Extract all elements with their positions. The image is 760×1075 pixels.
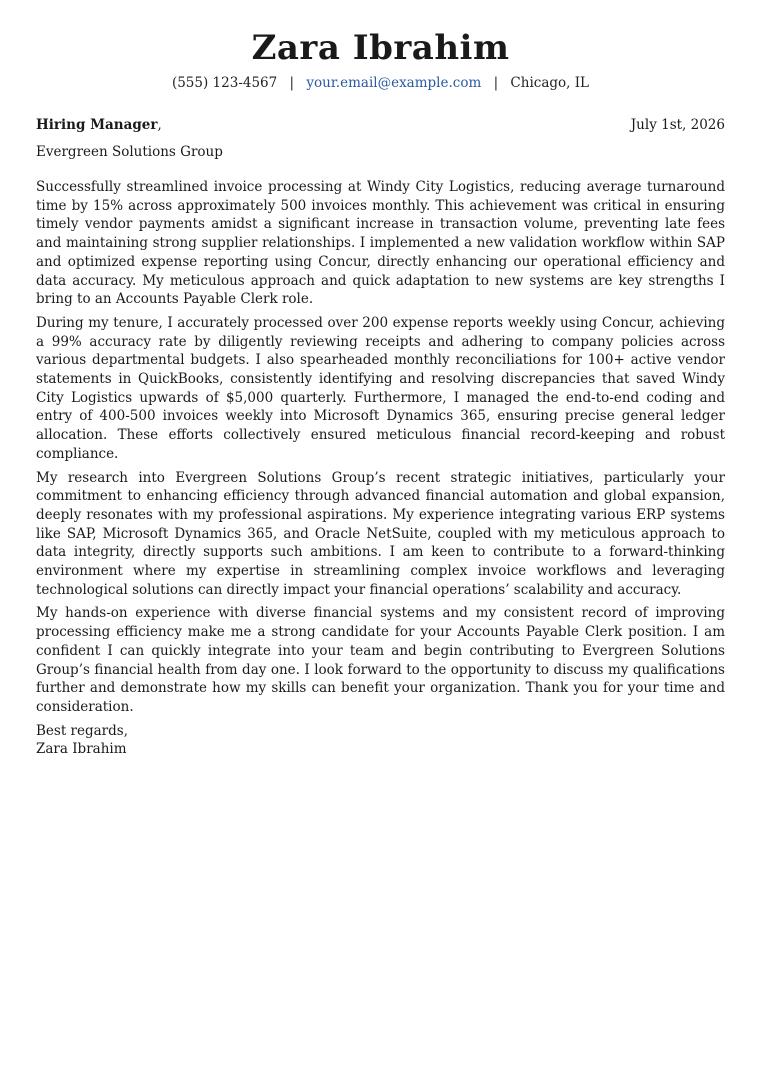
separator: | xyxy=(493,75,499,91)
company-name: Evergreen Solutions Group xyxy=(36,144,223,160)
cover-letter-page xyxy=(36,28,725,759)
applicant-name: Zara Ibrahim xyxy=(251,28,510,68)
letter-body xyxy=(36,178,725,717)
recipient: Hiring Manager xyxy=(36,117,158,133)
closing-block xyxy=(36,722,725,759)
paragraph: My hands-on experience with diverse financial systems and my consistent record of improving processing efficiency make me a strong candidate for your Accounts Payable Clerk position. I am confident I can quickly integrate into your team and begin contributing to Evergreen Solutions Group’s financial health from day one. I look forward to the opportunity to discuss my qualifications further and demonstrate how my skills can benefit your organization. Thank you for your time and consideration. xyxy=(36,605,725,715)
contact-line xyxy=(36,73,725,93)
paragraph: Successfully streamlined invoice processing at Windy City Logistics, reducing average turnaround time by 15% across approximately 500 invoices monthly. This achievement was critical in ensuring timely vendor payments amidst a significant increase in transaction volume, preventing late fees and maintaining strong supplier relationships. I implemented a new validation workflow within SAP and optimized expense reporting using Concur, directly enhancing our operational efficiency and data accuracy. My meticulous approach and quick adaptation to new systems are key strengths I bring to an Accounts Payable Clerk role. xyxy=(36,179,725,308)
phone-number: (555) 123-4567 xyxy=(171,75,278,91)
signature: Zara Ibrahim xyxy=(36,741,127,758)
separator: | xyxy=(289,75,295,91)
paragraph: During my tenure, I accurately processed over 200 expense reports weekly using Concur, achieving a 99% accuracy rate by diligently reviewing receipts and adhering to company policies across various departmental budgets. I also spearheaded monthly reconciliations for 100+ active vendor statements in QuickBooks, consistently identifying and resolving discrepancies that saved Windy City Logistics upwards of $5,000 quarterly. Furthermore, I managed the end-to-end coding and entry of 400-500 invoices weekly into Microsoft Dynamics 365, ensuring precise general ledger allocation. These efforts collectively ensured meticulous financial record-keeping and robust compliance. xyxy=(36,314,725,462)
paragraph: My research into Evergreen Solutions Group’s recent strategic initiatives, particularly your commitment to enhancing efficiency through advanced financial automation and global expansion, deeply resonates with my professional aspirations. My experience integrating various ERP systems like SAP, Microsoft Dynamics 365, and Oracle NetSuite, coupled with my meticulous approach to data integrity, directly supports such ambitions. I am keen to contribute to a forward-thinking environment where my expertise in streamlining complex invoice workflows and leveraging technological solutions can directly impact your financial operations’ scalability and accuracy. xyxy=(36,469,725,598)
email-link[interactable]: your.email@example.com xyxy=(306,75,482,91)
salutation-row xyxy=(36,115,725,135)
letter-date: July 1st, 2026 xyxy=(630,117,725,133)
recipient-line xyxy=(36,115,162,135)
recipient-suffix: , xyxy=(157,117,162,133)
location: Chicago, IL xyxy=(510,75,590,91)
closing-phrase: Best regards, xyxy=(36,722,129,739)
